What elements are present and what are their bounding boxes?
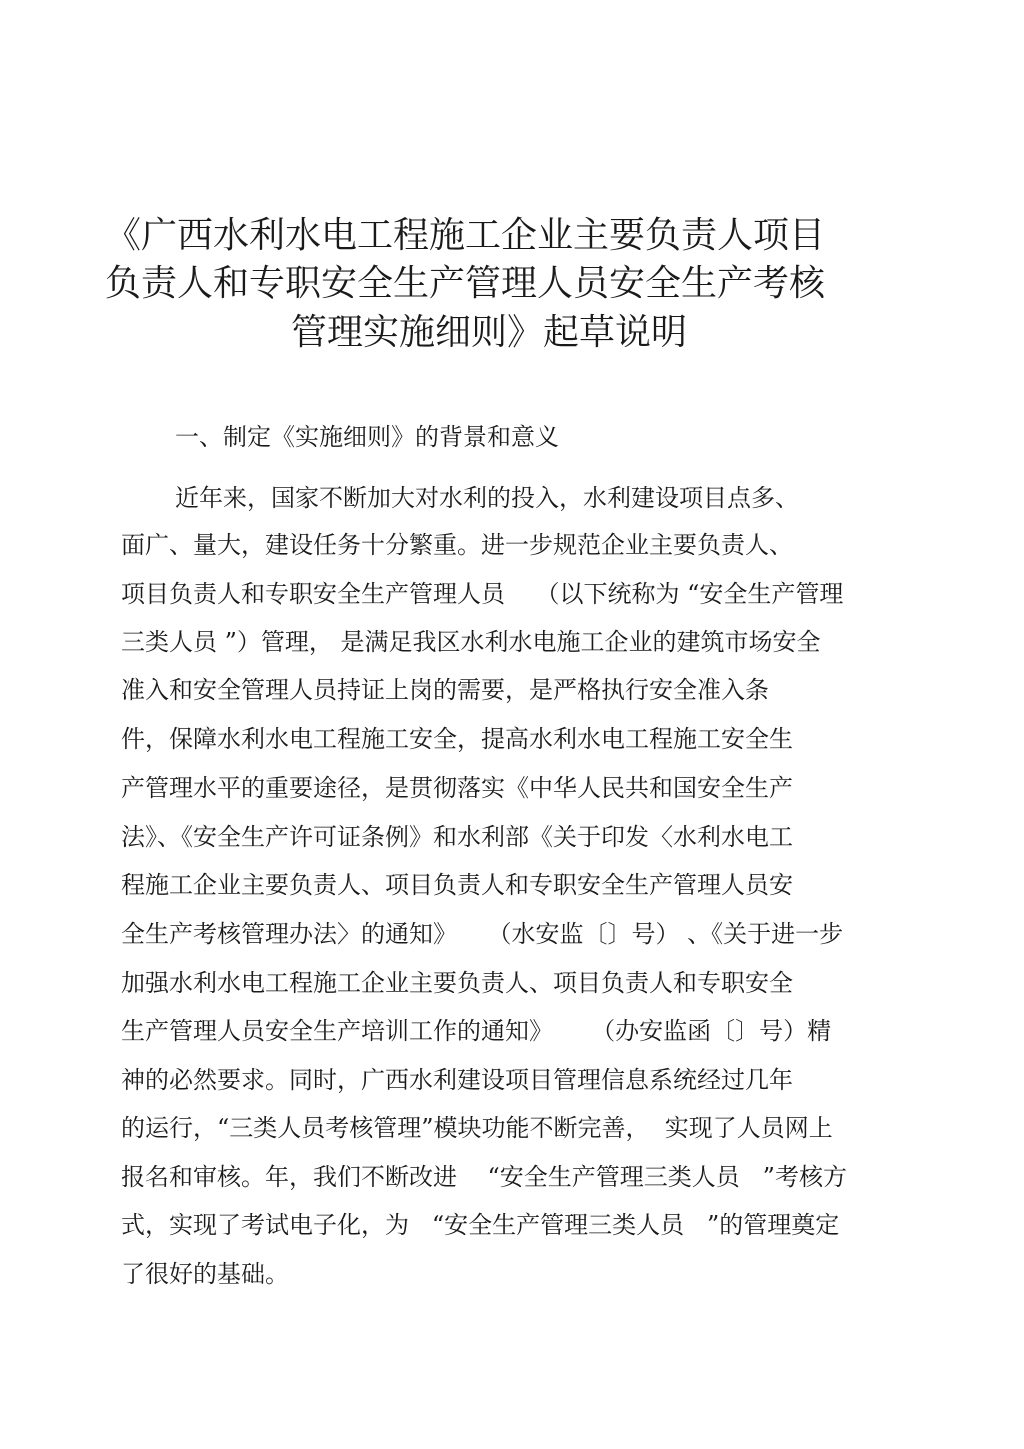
paragraph-line: 报名和审核。年，我们不断改进 “安全生产管理三类人员 ”考核方 xyxy=(121,1163,847,1191)
document-title-line-1: 《广西水利水电工程施工企业主要负责人项目 xyxy=(104,215,825,256)
paragraph-line: 近年来，国家不断加大对水利的投入，水利建设项目点多、 xyxy=(175,484,799,512)
paragraph-line: 神的必然要求。同时，广西水利建设项目管理信息系统经过几年 xyxy=(121,1066,793,1094)
paragraph-line: 了很好的基础。 xyxy=(121,1260,289,1288)
paragraph-line: 面广、量大，建设任务十分繁重。进一步规范企业主要负责人、 xyxy=(121,531,793,559)
paragraph-line: 法》、《安全生产许可证条例》和水利部《关于印发〈水利水电工 xyxy=(121,823,793,851)
paragraph-line: 程施工企业主要负责人、项目负责人和专职安全生产管理人员安 xyxy=(121,871,793,899)
paragraph-line: 生产管理人员安全生产培训工作的通知》 （办安监函〔〕号）精 xyxy=(121,1017,832,1045)
document-title-line-2: 负责人和专职安全生产管理人员安全生产考核 xyxy=(104,263,825,304)
paragraph-line: 件，保障水利水电工程施工安全，提高水利水电工程施工安全生 xyxy=(121,725,793,753)
paragraph-line: 准入和安全管理人员持证上岗的需要，是严格执行安全准入条 xyxy=(121,676,769,704)
document-title-line-3: 管理实施细则》起草说明 xyxy=(290,312,687,353)
paragraph-line: 产管理水平的重要途径，是贯彻落实《中华人民共和国安全生产 xyxy=(121,774,793,802)
paragraph-line: 三类人员 ”）管理， 是满足我区水利水电施工企业的建筑市场安全 xyxy=(121,628,821,656)
paragraph-line: 项目负责人和专职安全生产管理人员 （以下统称为 “安全生产管理 xyxy=(121,580,844,608)
paragraph-line: 的运行，“三类人员考核管理”模块功能不断完善， 实现了人员网上 xyxy=(121,1114,833,1142)
paragraph-line: 全生产考核管理办法〉的通知》 （水安监〔〕号） 、《关于进一步 xyxy=(121,920,844,948)
section-heading: 一、制定《实施细则》的背景和意义 xyxy=(175,423,559,451)
paragraph-line: 加强水利水电工程施工企业主要负责人、项目负责人和专职安全 xyxy=(121,969,793,997)
paragraph-line: 式，实现了考试电子化，为 “安全生产管理三类人员 ”的管理奠定 xyxy=(121,1211,840,1239)
